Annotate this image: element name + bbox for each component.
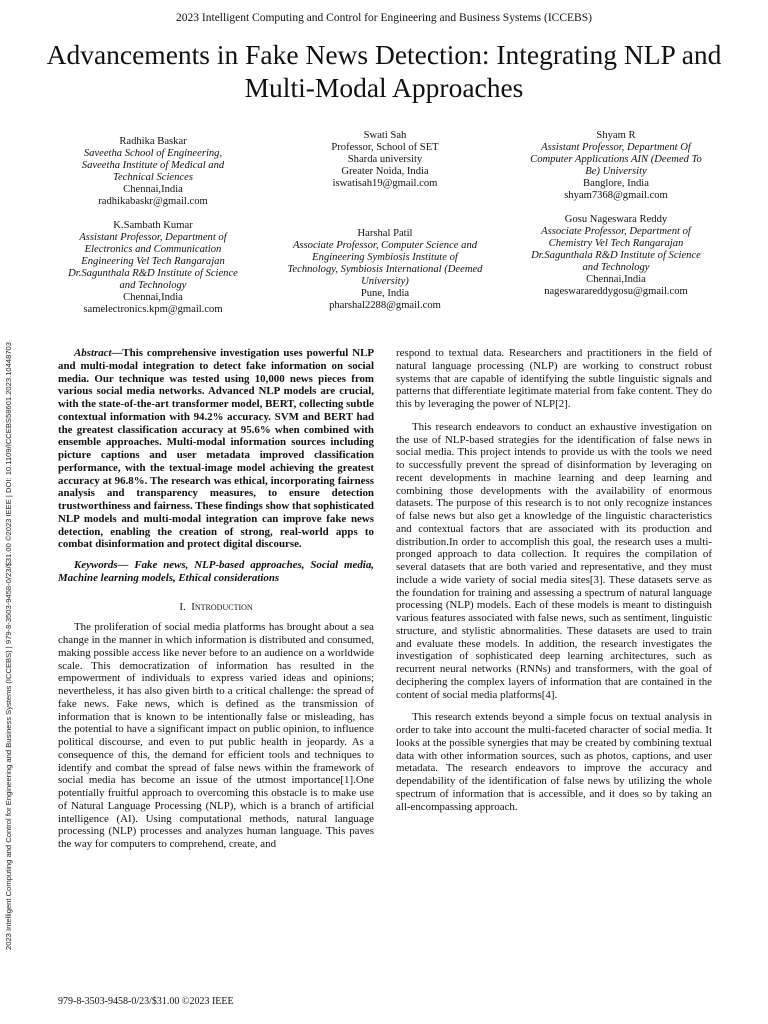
paper-title: Advancements in Fake News Detection: Integrating NLP and Multi-Modal Approaches xyxy=(46,39,722,103)
intro-paragraph-2: This research endeavors to conduct an exhaustive investigation on the use of NLP-based strategies for the identification of false news in social media. This project intends to provide us with the tools we need to successfully prevent the spread of disinformation by leveraging on recent developments in machine learning and deep learning and combining those developments with the availability of enormous datasets. The purpose of this research is to not only recognize instances of false news but also get a knowledge of the linguistic characteristics and contextual factors that are associated with its production and distribution.In order to accomplish this goal, the research uses a multi-pronged approach to data collection. It requires the compilation of several datasets that are both varied and representative, and they must include a wide variety of social media sites[3]. These datasets serve as the foundation for training and assessing a spectrum of natural language processing (NLP) models. Each of these models is meant to distinguish various features associated with false news, such as sentiment, linguistic structure, and stylistic abnormalities. These datasets are used to train and evaluate these models. In addition, the research investigates the investigation of sophisticated deep learning architectures, such as recurrent neural networks (RNNs) and transformers, with the goal of deciphering the complex layers of information that are contained in the content of social media platforms[4]. xyxy=(396,420,712,701)
author-affiliation: Assistant Professor, Department of Electronics and Communication Engineering Vel Tech Rangarajan Dr.Sagunthala R&D Institute of Science and Technology xyxy=(68,232,238,291)
section-number: I. xyxy=(179,600,186,613)
conference-header: 2023 Intelligent Computing and Control for Engineering and Business Systems (ICCEBS) xyxy=(176,12,592,24)
intro-paragraph-1-continued: respond to textual data. Researchers and practitioners in the field of natural language processing (NLP) are working to construct robust systems that are capable of identifying the subtle linguistic signals and patterns that differentiate legitimate material from fake content. They do this by leveraging the power of NLP[2]. xyxy=(396,347,712,410)
author-location: Pune, India xyxy=(360,288,410,299)
author-email: samelectronics.kpm@gmail.com xyxy=(83,304,223,315)
abstract xyxy=(58,347,374,551)
intro-paragraph-3: This research extends beyond a simple focus on textual analysis in order to take into account the multi-faceted character of social media. It looks at the possible synergies that may be created by combining textual data with other information sources, such as photos, captions, and user metadata. The research endeavors to improve the accuracy and dependability of the identification of false news by utilizing the whole spectrum of information that is accessible, and it does so by taking an all-encompassing approach. xyxy=(396,711,712,813)
author-name: Swati Sah xyxy=(363,130,407,141)
author-email: nageswarareddygosu@gmail.com xyxy=(544,286,688,297)
author-location: Chennai,India xyxy=(123,184,183,195)
author-affiliation: Associate Professor, Department of Chemistry Vel Tech Rangarajan Dr.Sagunthala R&D Institute of Science and Technology xyxy=(531,226,701,273)
author-6 xyxy=(524,214,708,298)
keywords: Keywords— Fake news, NLP-based approaches, Social media, Machine learning models, Ethical considerations xyxy=(58,559,374,584)
side-margin-doi: 2023 Intelligent Computing and Control for Engineering and Business Systems (ICCEBS) | 979-8-3503-9458-0/23/$31.00 ©2023 IEEE | DOI: 10.1109/ICCEBS58601.2023.10448703 xyxy=(4,341,13,950)
author-name: Gosu Nageswara Reddy xyxy=(564,214,668,225)
intro-paragraph-1: The proliferation of social media platforms has brought about a sea change in the manner in which information is distributed and consumed, making possible access like never before to an audience on a worldwide scale. This democratization of information has resulted in the empowerment of individuals to express varied ideas and opinions; nevertheless, it has also given birth to a critical challenge: the spread of fake news. Fake news, which is defined as the transmission of information that is known to be intentionally false or misleading, has the potential to have a significant impact on public opinion, to influence political discourse, and even to put public health in jeopardy. As a consequence of this, the demand for efficient tools and techniques to identify and combat the spread of false news within the framework of social media has become an issue of the utmost importance[1].One potentially fruitful approach to overcoming this obstacle is to make use of Natural Language Processing (NLP), which is a branch of artificial intelligence (AI). Using computational methods, natural language processing (NLP) processes and analyzes human language. This paves the way for computers to comprehend, create, and xyxy=(58,621,374,850)
author-name: Shyam R xyxy=(596,130,636,141)
author-4 xyxy=(62,220,244,316)
left-column xyxy=(58,347,374,851)
abstract-text: —This comprehensive investigation uses powerful NLP and multi-modal integration to detect fake information on social media. Our technique was tested using 10,000 news pieces from various social media networks. Advanced NLP models are crucial, with the state-of-the-art transformer model, BERT, collecting subtle contextual information with 94.2% accuracy. SVM and BERT had the greatest classification accuracy at 95.6% when combined with ensemble approaches. Multi-modal information sources including picture captions and user metadata improved classification performance, with the textual-image model achieving the greatest accuracy at 96.8%. The research was ethical, incorporating fairness analysis and transparency measures, to ensure detection trustworthiness and fairness. These findings show that sophisticated NLP models and multi-modal integration can improve fake news detection, enabling the creation of strong, real-world apps to combat disinformation and protect digital discourse. xyxy=(58,347,374,551)
author-5 xyxy=(286,228,484,312)
author-email: pharshal2288@gmail.com xyxy=(329,300,441,311)
author-name: K.Sambath Kumar xyxy=(113,220,193,231)
author-location: Sharda university Greater Noida, India xyxy=(341,154,429,177)
author-affiliation: Saveetha School of Engineering, Saveetha Institute of Medical and Technical Sciences xyxy=(81,148,225,183)
author-email: radhikabaskr@gmail.com xyxy=(98,196,208,207)
author-location: Chennai,India xyxy=(123,292,183,303)
author-3 xyxy=(528,130,704,202)
section-title: Introduction xyxy=(191,600,253,613)
author-name: Radhika Baskar xyxy=(119,136,187,147)
section-heading-introduction xyxy=(58,601,374,614)
author-location: Chennai,India xyxy=(586,274,646,285)
author-affiliation: Associate Professor, Computer Science and Engineering Symbiosis Institute of Technology, Symbiosis International (Deemed University) xyxy=(287,240,483,287)
right-column xyxy=(396,347,712,813)
author-affiliation: Assistant Professor, Department Of Computer Applications AIN (Deemed To Be) University xyxy=(530,142,702,177)
author-email: iswatisah19@gmail.com xyxy=(332,178,438,189)
abstract-label: Abstract xyxy=(74,347,112,359)
author-1 xyxy=(68,136,238,208)
copyright-footer: 979-8-3503-9458-0/23/$31.00 ©2023 IEEE xyxy=(58,996,234,1007)
author-2 xyxy=(300,130,470,190)
author-email: shyam7368@gmail.com xyxy=(564,190,668,201)
author-affiliation: Professor, School of SET xyxy=(331,142,439,153)
author-name: Harshal Patil xyxy=(357,228,413,239)
author-location: Banglore, India xyxy=(583,178,649,189)
